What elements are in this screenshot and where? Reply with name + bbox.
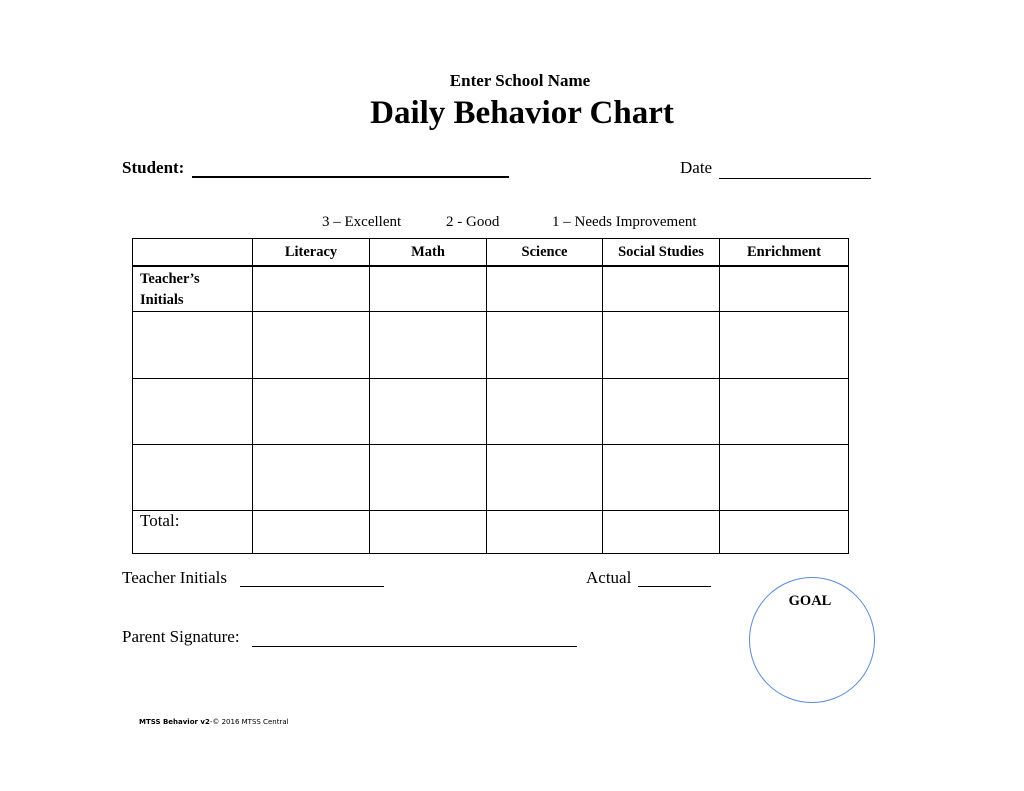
table-cell[interactable] bbox=[603, 511, 720, 554]
column-header-science: Science bbox=[487, 239, 603, 267]
scale-needs-improvement: 1 – Needs Improvement bbox=[552, 214, 697, 230]
date-field[interactable] bbox=[719, 178, 871, 179]
table-cell[interactable] bbox=[370, 266, 487, 312]
row-label-teacher-initials bbox=[133, 266, 253, 312]
table-cell[interactable] bbox=[253, 266, 370, 312]
teacher-initials-label: Teacher Initials bbox=[122, 568, 228, 587]
column-header-blank bbox=[133, 239, 253, 267]
scale-good: 2 - Good bbox=[446, 214, 500, 230]
footer-copyright: -© 2016 MTSS Central bbox=[209, 718, 289, 726]
table-cell[interactable] bbox=[720, 379, 849, 445]
table-cell[interactable] bbox=[720, 312, 849, 379]
table-cell[interactable] bbox=[487, 511, 603, 554]
table-cell[interactable] bbox=[720, 266, 849, 312]
table-row bbox=[133, 445, 849, 511]
school-name: Enter School Name bbox=[449, 71, 591, 90]
column-header-literacy: Literacy bbox=[253, 239, 370, 267]
table-cell[interactable] bbox=[603, 379, 720, 445]
table-cell[interactable] bbox=[487, 266, 603, 312]
footer-note bbox=[139, 718, 289, 726]
table-cell[interactable] bbox=[487, 379, 603, 445]
table-cell[interactable] bbox=[603, 445, 720, 511]
table-row-total bbox=[133, 511, 849, 554]
total-label: Total: bbox=[133, 511, 253, 554]
row-label-line2: Initials bbox=[140, 292, 184, 308]
date-label: Date bbox=[680, 158, 713, 177]
table-cell[interactable] bbox=[253, 379, 370, 445]
column-header-math: Math bbox=[370, 239, 487, 267]
table-cell[interactable] bbox=[370, 511, 487, 554]
table-cell[interactable] bbox=[133, 445, 253, 511]
table-cell[interactable] bbox=[253, 511, 370, 554]
student-label: Student: bbox=[122, 158, 185, 177]
table-cell[interactable] bbox=[253, 445, 370, 511]
table-cell[interactable] bbox=[487, 445, 603, 511]
actual-field[interactable] bbox=[638, 586, 711, 587]
table-cell[interactable] bbox=[603, 266, 720, 312]
scale-excellent: 3 – Excellent bbox=[322, 214, 402, 230]
column-header-social-studies: Social Studies bbox=[603, 239, 720, 267]
table-header-row bbox=[133, 239, 849, 267]
page-title: Daily Behavior Chart bbox=[370, 95, 674, 131]
table-cell[interactable] bbox=[487, 312, 603, 379]
teacher-initials-field[interactable] bbox=[240, 586, 384, 587]
table-cell[interactable] bbox=[720, 445, 849, 511]
parent-signature-field[interactable] bbox=[252, 646, 577, 647]
table-cell[interactable] bbox=[370, 312, 487, 379]
table-cell[interactable] bbox=[720, 511, 849, 554]
behavior-table bbox=[132, 238, 849, 554]
row-label-line1: Teacher’s bbox=[140, 271, 200, 287]
table-cell[interactable] bbox=[133, 379, 253, 445]
table-row bbox=[133, 312, 849, 379]
table-row-initials bbox=[133, 266, 849, 312]
table-cell[interactable] bbox=[133, 312, 253, 379]
parent-signature-label: Parent Signature: bbox=[122, 627, 240, 646]
table-cell[interactable] bbox=[253, 312, 370, 379]
table-row bbox=[133, 379, 849, 445]
table-cell[interactable] bbox=[370, 445, 487, 511]
table-cell[interactable] bbox=[603, 312, 720, 379]
table-cell[interactable] bbox=[370, 379, 487, 445]
column-header-enrichment: Enrichment bbox=[720, 239, 849, 267]
footer-version: MTSS Behavior v2 bbox=[139, 718, 210, 726]
student-name-field[interactable] bbox=[192, 176, 509, 178]
goal-label: GOAL bbox=[788, 593, 832, 609]
actual-label: Actual bbox=[586, 568, 632, 587]
